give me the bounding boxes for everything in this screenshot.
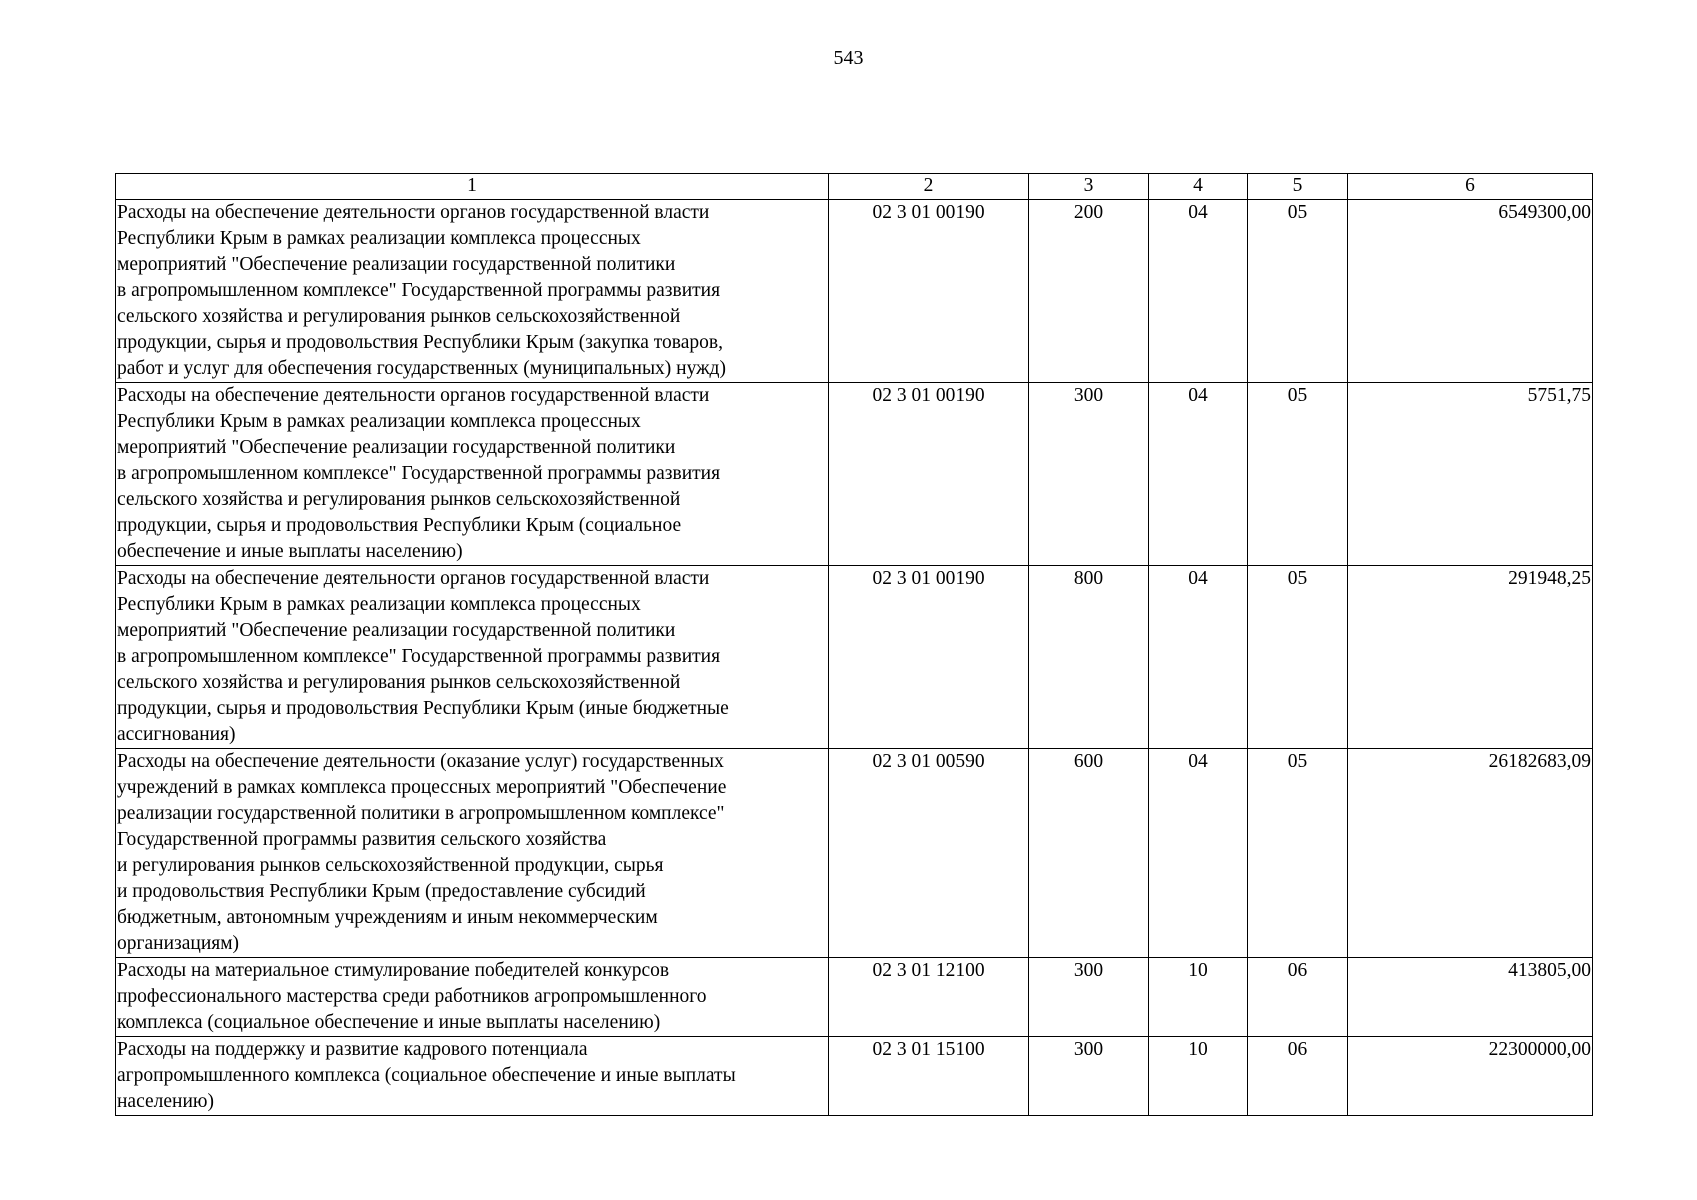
table-row [116, 383, 1593, 566]
target-article-code: 02 3 01 12100 [829, 958, 1029, 1037]
table-header [116, 174, 1593, 200]
expense-type-code: 800 [1029, 566, 1149, 749]
target-article-code: 02 3 01 00190 [829, 566, 1029, 749]
section-code: 04 [1149, 383, 1248, 566]
column-header: 6 [1348, 174, 1593, 200]
table-row [116, 566, 1593, 749]
column-header: 5 [1248, 174, 1348, 200]
expense-type-code: 300 [1029, 1037, 1149, 1116]
table-row [116, 958, 1593, 1037]
amount: 26182683,09 [1348, 749, 1593, 958]
section-code: 10 [1149, 958, 1248, 1037]
target-article-code: 02 3 01 15100 [829, 1037, 1029, 1116]
expense-description: Расходы на обеспечение деятельности органов государственной власти Республики Крым в рамках реализации комплекса процессных мероприятий "Обеспечение реализации государственной политики в агропромышленном комплексе" Государственной программы развития сельского хозяйства и регулирования рынков сельскохозяйственной продукции, сырья и продовольствия Республики Крым (социальное обеспечение и иные выплаты населению) [116, 383, 829, 566]
expense-description: Расходы на обеспечение деятельности (оказание услуг) государственных учреждений в рамках комплекса процессных мероприятий "Обеспечение реализации государственной политики в агропромышленном комплексе" Государственной программы развития сельского хозяйства и регулирования рынков сельскохозяйственной продукции, сырья и продовольствия Республики Крым (предоставление субсидий бюджетным, автономным учреждениям и иным некоммерческим организациям) [116, 749, 829, 958]
column-header: 2 [829, 174, 1029, 200]
expense-type-code: 300 [1029, 958, 1149, 1037]
page-number: 543 [833, 47, 864, 69]
table-row [116, 200, 1593, 383]
expense-type-code: 600 [1029, 749, 1149, 958]
amount: 413805,00 [1348, 958, 1593, 1037]
subsection-code: 05 [1248, 749, 1348, 958]
subsection-code: 05 [1248, 566, 1348, 749]
table-body [116, 200, 1593, 1116]
target-article-code: 02 3 01 00190 [829, 383, 1029, 566]
target-article-code: 02 3 01 00190 [829, 200, 1029, 383]
expense-description: Расходы на материальное стимулирование победителей конкурсов профессионального мастерства среди работников агропромышленного комплекса (социальное обеспечение и иные выплаты населению) [116, 958, 829, 1037]
target-article-code: 02 3 01 00590 [829, 749, 1029, 958]
column-header: 3 [1029, 174, 1149, 200]
amount: 291948,25 [1348, 566, 1593, 749]
expense-type-code: 300 [1029, 383, 1149, 566]
expense-description: Расходы на обеспечение деятельности органов государственной власти Республики Крым в рамках реализации комплекса процессных мероприятий "Обеспечение реализации государственной политики в агропромышленном комплексе" Государственной программы развития сельского хозяйства и регулирования рынков сельскохозяйственной продукции, сырья и продовольствия Республики Крым (закупка товаров, работ и услуг для обеспечения государственных (муниципальных) нужд) [116, 200, 829, 383]
expense-description: Расходы на поддержку и развитие кадрового потенциала агропромышленного комплекса (социальное обеспечение и иные выплаты населению) [116, 1037, 829, 1116]
budget-table [115, 173, 1593, 1116]
table-row [116, 749, 1593, 958]
subsection-code: 05 [1248, 200, 1348, 383]
subsection-code: 06 [1248, 958, 1348, 1037]
column-header: 1 [116, 174, 829, 200]
amount: 22300000,00 [1348, 1037, 1593, 1116]
section-code: 04 [1149, 200, 1248, 383]
subsection-code: 05 [1248, 383, 1348, 566]
header-row [116, 174, 1593, 200]
table-row [116, 1037, 1593, 1116]
section-code: 10 [1149, 1037, 1248, 1116]
expense-description: Расходы на обеспечение деятельности органов государственной власти Республики Крым в рамках реализации комплекса процессных мероприятий "Обеспечение реализации государственной политики в агропромышленном комплексе" Государственной программы развития сельского хозяйства и регулирования рынков сельскохозяйственной продукции, сырья и продовольствия Республики Крым (иные бюджетные ассигнования) [116, 566, 829, 749]
amount: 5751,75 [1348, 383, 1593, 566]
section-code: 04 [1149, 566, 1248, 749]
amount: 6549300,00 [1348, 200, 1593, 383]
column-header: 4 [1149, 174, 1248, 200]
subsection-code: 06 [1248, 1037, 1348, 1116]
expense-type-code: 200 [1029, 200, 1149, 383]
section-code: 04 [1149, 749, 1248, 958]
